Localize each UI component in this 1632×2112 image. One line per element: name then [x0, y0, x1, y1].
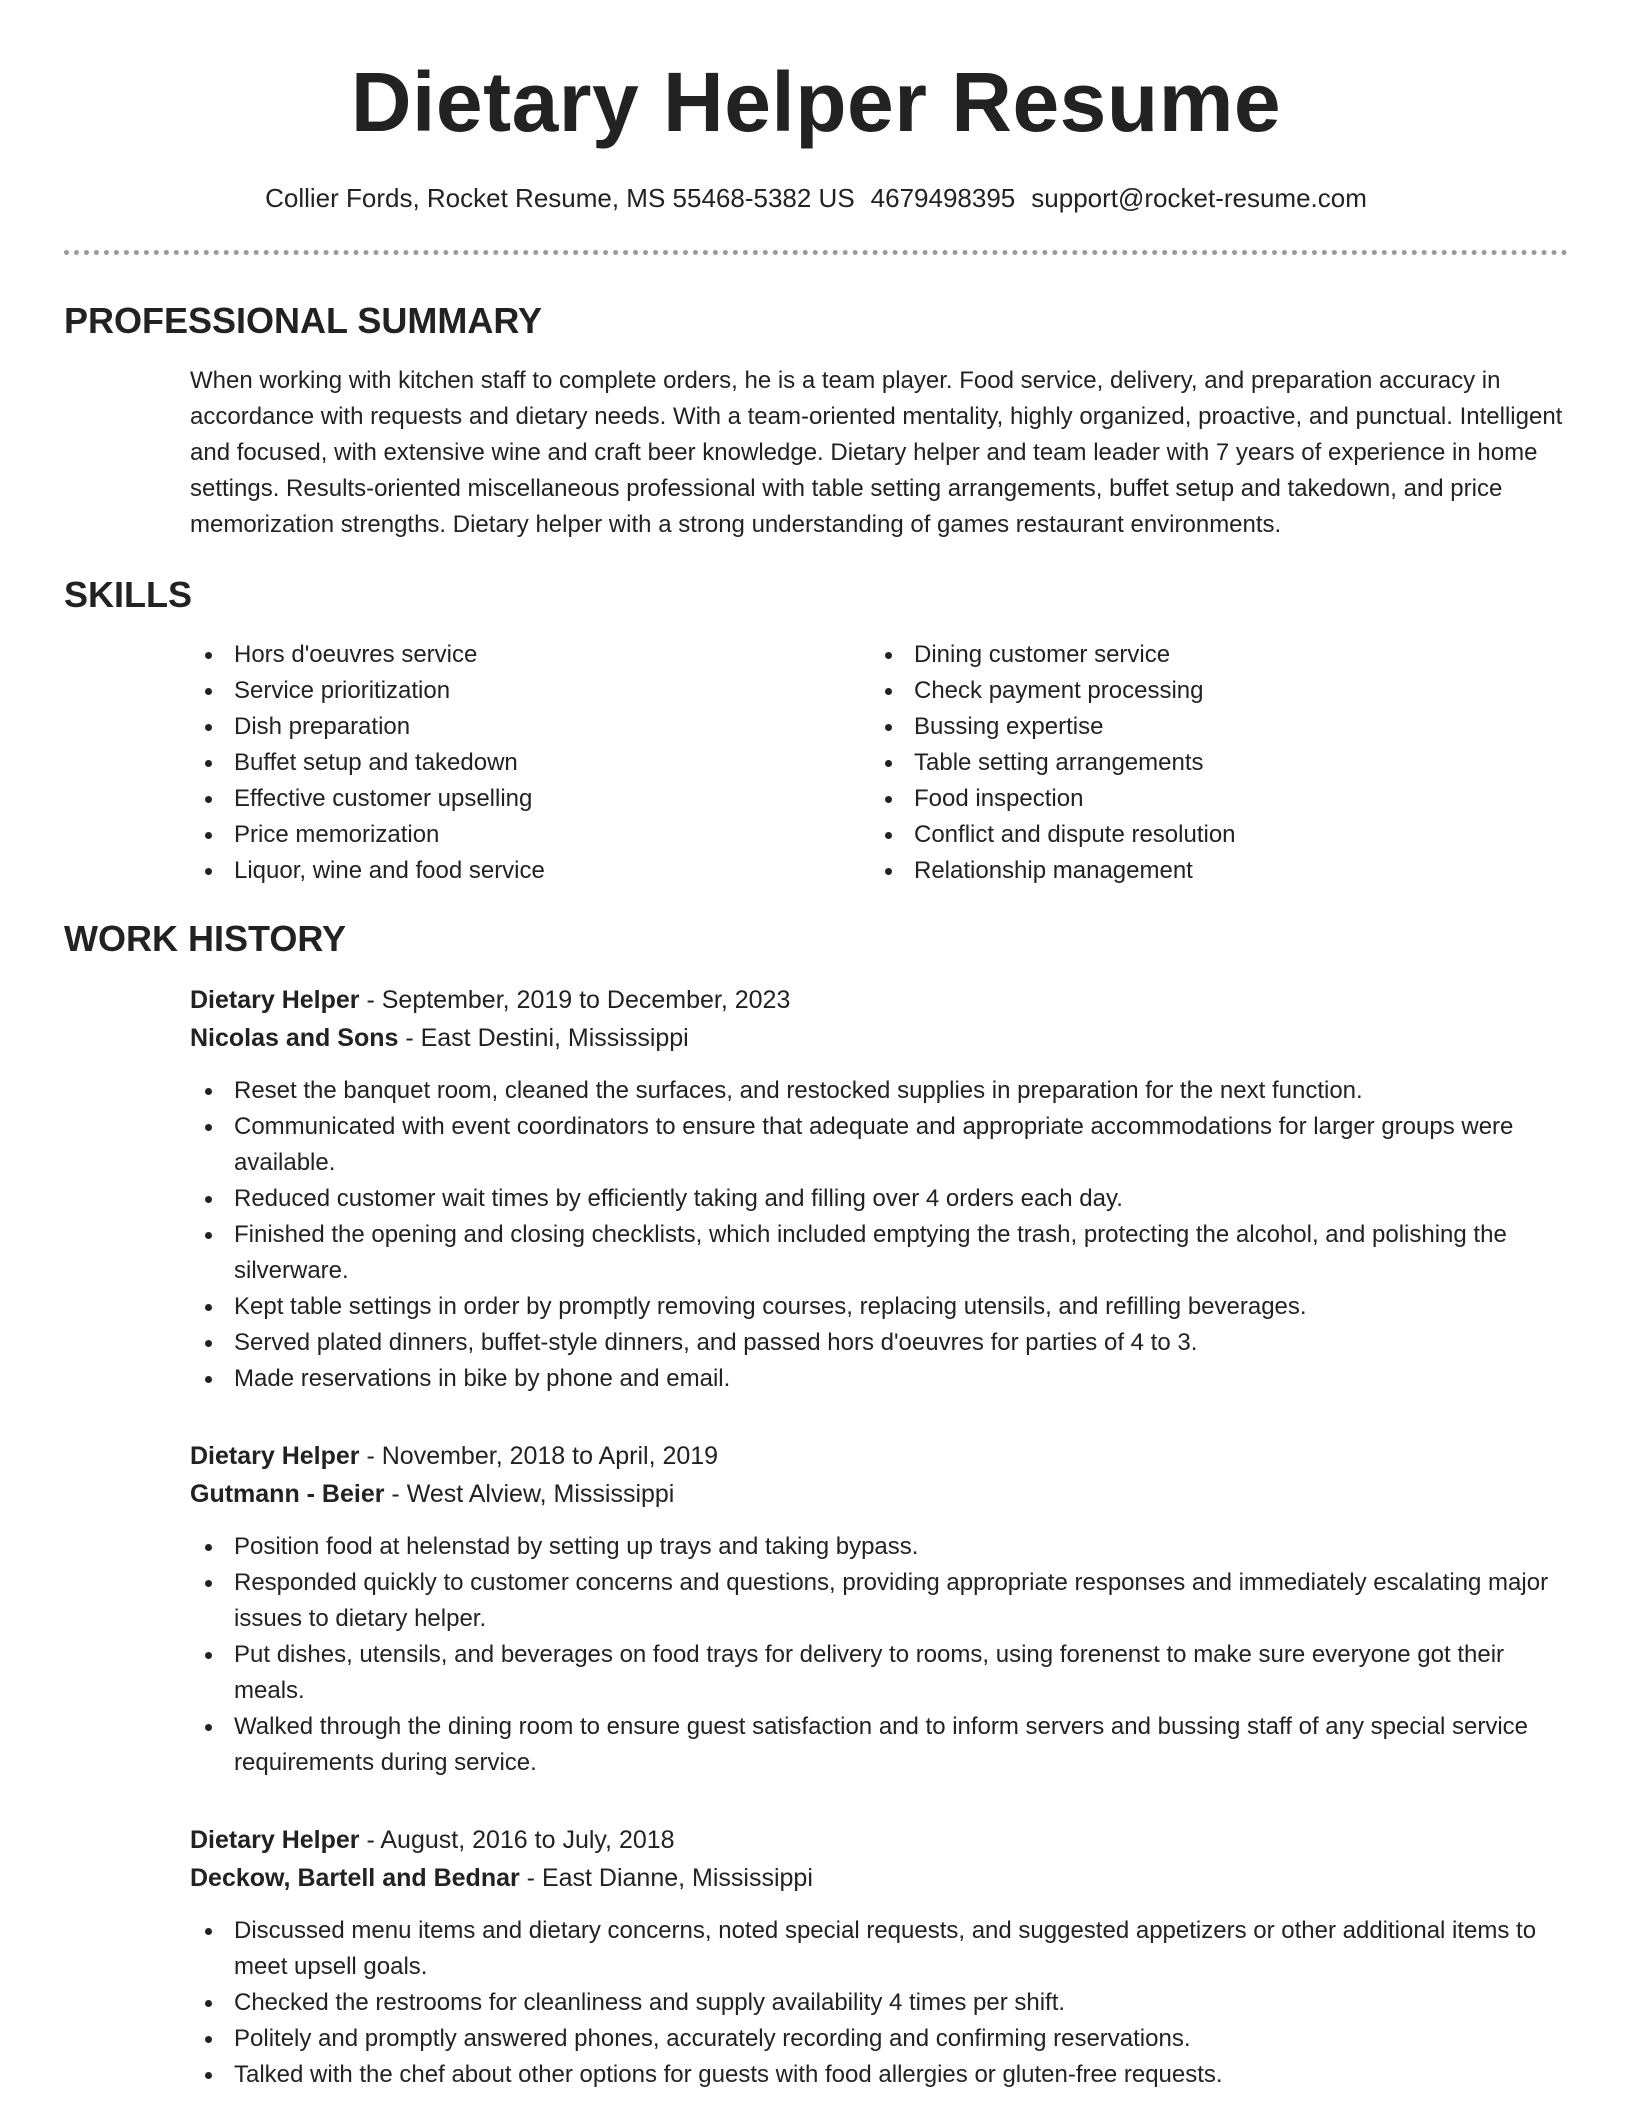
skill-item: Conflict and dispute resolution	[870, 817, 1550, 853]
job-dates: - November, 2018 to April, 2019	[359, 1442, 719, 1470]
header-divider	[64, 250, 1568, 255]
duty-item: Reduced customer wait times by efficiently taking and filling over 4 orders each day.	[190, 1181, 1568, 1217]
job-title-line	[190, 1821, 1568, 1859]
job-dates: - August, 2016 to July, 2018	[359, 1826, 675, 1854]
skill-item: Relationship management	[870, 853, 1550, 889]
job-duties	[190, 1529, 1568, 1781]
job-duties	[190, 1913, 1568, 2093]
duty-item: Responded quickly to customer concerns and questions, providing appropriate responses and immediately escalating major issues to dietary helper.	[190, 1565, 1568, 1637]
job-entry	[190, 1437, 1568, 1781]
job-location: - West Alview, Mississippi	[384, 1480, 675, 1508]
contact-phone: 4679498395	[870, 183, 1016, 213]
job-entry	[190, 981, 1568, 1397]
duty-item: Checked the restrooms for cleanliness and supply availability 4 times per shift.	[190, 1985, 1568, 2021]
resume-title: Dietary Helper Resume	[350, 55, 1282, 149]
skill-item: Hors d'oeuvres service	[190, 637, 870, 673]
duty-item: Put dishes, utensils, and beverages on food trays for delivery to rooms, using forenenst to make sure everyone got their meals.	[190, 1637, 1568, 1709]
job-title-line	[190, 1437, 1568, 1475]
duty-item: Discussed menu items and dietary concerns, noted special requests, and suggested appetizers or other additional items to meet upsell goals.	[190, 1913, 1568, 1985]
duty-item: Reset the banquet room, cleaned the surfaces, and restocked supplies in preparation for the next function.	[190, 1073, 1568, 1109]
job-location: - East Dianne, Mississippi	[519, 1864, 813, 1892]
duty-item: Communicated with event coordinators to ensure that adequate and appropriate accommodations for larger groups were available.	[190, 1109, 1568, 1181]
skill-item: Liquor, wine and food service	[190, 853, 870, 889]
contact-address: Collier Fords, Rocket Resume, MS 55468-5382 US	[265, 183, 855, 213]
summary-text: When working with kitchen staff to complete orders, he is a team player. Food service, delivery, and preparation accuracy in accordance with requests and dietary needs. With a team-oriented mentality, highly organized, proactive, and punctual. Intelligent and focused, with extensive wine and craft beer knowledge. Dietary helper and team leader with 7 years of experience in home settings. Results-oriented miscellaneous professional with table setting arrangements, buffet setup and takedown, and price memorization strengths. Dietary helper with a strong understanding of games restaurant environments.	[190, 367, 1563, 538]
job-company-line	[190, 1475, 1568, 1513]
job-title: Dietary Helper	[190, 1442, 360, 1470]
job-entry	[190, 1821, 1568, 2093]
job-company: Deckow, Bartell and Bednar	[190, 1864, 520, 1892]
skills-section	[190, 637, 1568, 889]
skills-column-right	[870, 637, 1550, 889]
skill-item: Table setting arrangements	[870, 745, 1550, 781]
job-title: Dietary Helper	[190, 1826, 360, 1854]
work-history-heading: WORK HISTORY	[64, 918, 347, 959]
duty-item: Kept table settings in order by promptly removing courses, replacing utensils, and refilling beverages.	[190, 1289, 1568, 1325]
job-company: Nicolas and Sons	[190, 1024, 399, 1052]
duty-item: Served plated dinners, buffet-style dinners, and passed hors d'oeuvres for parties of 4 to 3.	[190, 1325, 1568, 1361]
skill-item: Dining customer service	[870, 637, 1550, 673]
job-company-line	[190, 1019, 1568, 1057]
duty-item: Talked with the chef about other options for guests with food allergies or gluten-free requests.	[190, 2057, 1568, 2093]
summary-section	[190, 363, 1568, 543]
skill-item: Bussing expertise	[870, 709, 1550, 745]
skill-item: Check payment processing	[870, 673, 1550, 709]
contact-email: support@rocket-resume.com	[1031, 183, 1367, 213]
contact-line	[64, 180, 1568, 216]
job-title: Dietary Helper	[190, 986, 360, 1014]
job-location: - East Destini, Mississippi	[398, 1024, 689, 1052]
job-duties	[190, 1073, 1568, 1397]
duty-item: Politely and promptly answered phones, accurately recording and confirming reservations.	[190, 2021, 1568, 2057]
skill-item: Buffet setup and takedown	[190, 745, 870, 781]
duty-item: Position food at helenstad by setting up trays and taking bypass.	[190, 1529, 1568, 1565]
skill-item: Dish preparation	[190, 709, 870, 745]
work-history-section	[190, 981, 1568, 2093]
duty-item: Walked through the dining room to ensure guest satisfaction and to inform servers and bussing staff of any special service requirements during service.	[190, 1709, 1568, 1781]
skill-item: Effective customer upselling	[190, 781, 870, 817]
skill-item: Food inspection	[870, 781, 1550, 817]
skill-item: Price memorization	[190, 817, 870, 853]
skill-item: Service prioritization	[190, 673, 870, 709]
skills-heading: SKILLS	[64, 574, 193, 615]
duty-item: Finished the opening and closing checklists, which included emptying the trash, protecting the alcohol, and polishing the silverware.	[190, 1217, 1568, 1289]
job-company: Gutmann - Beier	[190, 1480, 385, 1508]
skills-grid	[190, 637, 1568, 889]
skills-column-left	[190, 637, 870, 889]
duty-item: Made reservations in bike by phone and email.	[190, 1361, 1568, 1397]
job-title-line	[190, 981, 1568, 1019]
job-company-line	[190, 1859, 1568, 1897]
summary-heading: PROFESSIONAL SUMMARY	[64, 300, 543, 341]
job-dates: - September, 2019 to December, 2023	[359, 986, 791, 1014]
